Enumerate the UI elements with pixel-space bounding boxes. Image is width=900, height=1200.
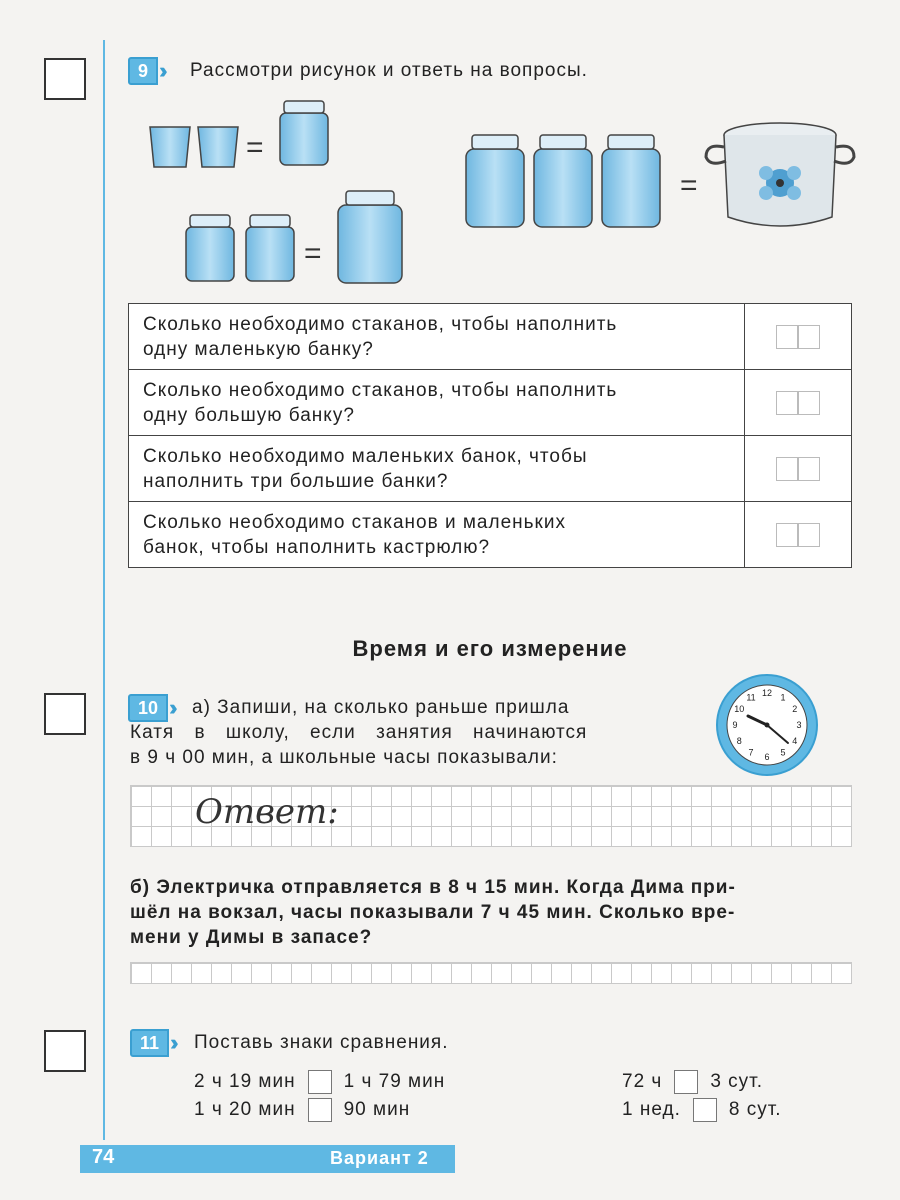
answer-grid-10b[interactable] [130,962,852,984]
task-11-prompt: Поставь знаки сравнения. [194,1032,449,1053]
glass-icon [150,127,238,167]
pot-icon [706,123,854,226]
clock-numeral: 7 [748,747,754,758]
svg-text:=: = [246,131,264,164]
chevron-icon: ›› [159,58,162,83]
question-text: Сколько необходимо стаканов, чтобы наполнить одну большую банку? [129,370,745,436]
task-10a-line1: а) Запиши, на сколько раньше пришла [192,697,570,718]
clock-numeral: 5 [780,747,786,758]
handwritten-answer: Ответ: [195,792,339,832]
table-row [129,370,852,436]
task-10a-line3: в 9 ч 00 мин, а школьные часы показывали: [130,747,558,768]
comparison-box[interactable] [308,1098,332,1122]
chevron-icon: ›› [169,695,172,720]
task-10b-line1: б) Электричка отправляется в 8 ч 15 мин. Когда Дима при- [130,877,736,898]
question-text: Сколько необходимо стаканов и маленьких банок, чтобы наполнить кастрюлю? [129,502,745,568]
task-number: 9 [128,57,158,85]
small-jar-icon [280,101,328,165]
large-jar-icon [466,135,660,227]
clock-numeral: 1 [780,692,786,703]
svg-text:=: = [680,169,698,202]
clock-numeral: 4 [792,736,798,746]
task-10a-line2: Катя в школу, если занятия начинаются [130,722,588,743]
clock-numeral: 8 [736,736,742,746]
answer-cell[interactable] [745,304,852,370]
question-text: Сколько необходимо маленьких банок, чтобы наполнить три большие банки? [129,436,745,502]
comparison-box[interactable] [674,1070,698,1094]
variant-label: Вариант 2 [330,1148,429,1168]
answer-cell[interactable] [745,370,852,436]
task-10b-line3: мени у Димы в запасе? [130,927,373,948]
comparison-box[interactable] [693,1098,717,1122]
comparison-box[interactable] [308,1070,332,1094]
clock-numeral: 6 [764,752,770,762]
table-row [129,436,852,502]
section-title: Время и его измерение [352,636,628,661]
score-box-10[interactable] [44,693,86,735]
comparison-row: 72 ч 3 сут. [622,1071,764,1093]
task-number: 11 [130,1029,169,1057]
clock-icon [714,672,820,778]
table-row [129,304,852,370]
question-text: Сколько необходимо стаканов, чтобы наполнить одну маленькую банку? [129,304,745,370]
task-9-badge [128,58,162,84]
clock-numeral: 12 [761,688,773,698]
clock-numeral: 9 [732,720,738,730]
jars-illustration [140,95,860,295]
clock-numeral: 11 [746,692,756,703]
page-number: 74 [92,1146,115,1168]
questions-table [128,303,852,568]
svg-text:=: = [304,237,322,270]
small-jar-icon [186,215,294,281]
clock-numeral: 2 [792,704,798,714]
comparison-row: 1 нед. 8 сут. [622,1099,782,1121]
comparison-row: 2 ч 19 мин 1 ч 79 мин [194,1071,446,1093]
answer-cell[interactable] [745,436,852,502]
chevron-icon: ›› [170,1030,173,1055]
task-10b-line2: шёл на вокзал, часы показывали 7 ч 45 мин. Сколько вре- [130,902,736,923]
table-row [129,502,852,568]
large-jar-icon [338,191,402,283]
score-box-9[interactable] [44,58,86,100]
answer-cell[interactable] [745,502,852,568]
margin-line [103,40,105,1140]
task-11-badge [130,1030,173,1056]
task-number: 10 [128,694,168,722]
task-10-badge [128,695,172,721]
score-box-11[interactable] [44,1030,86,1072]
clock-numeral: 3 [796,720,802,730]
task-9-prompt: Рассмотри рисунок и ответь на вопросы. [190,60,588,81]
clock-numeral: 10 [734,704,745,714]
comparison-row: 1 ч 20 мин 90 мин [194,1099,411,1121]
